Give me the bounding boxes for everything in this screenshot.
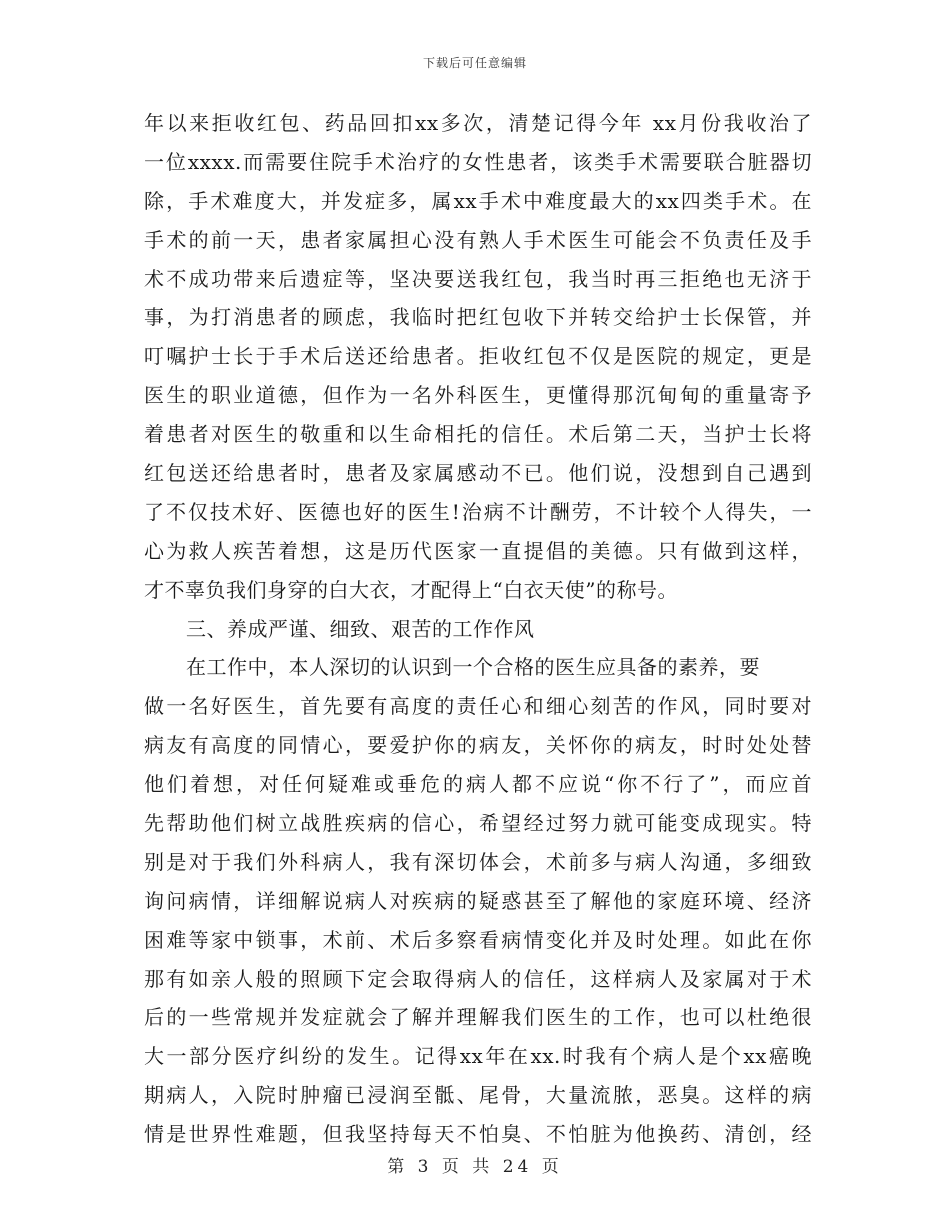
text-line: 病友有高度的同情心，要爱护你的病友，关怀你的病友，时时处处替 [144,733,812,758]
page-number: 第 3 页 共 24 页 [387,1157,563,1177]
text-line: 才不辜负我们身穿的白大衣，才配得上“白衣天使”的称号。 [144,577,678,602]
text-line: 手术的前一天，患者家属担心没有熟人手术医生可能会不负责任及手 [144,227,812,252]
text-line: 期病人，入院时肿瘤已浸润至骶、尾骨，大量流脓，恶臭。这样的病 [144,1083,812,1108]
text-line: 年以来拒收红包、药品回扣xx多次，清楚记得今年 xx月份我收治了 [144,111,812,135]
text-line: 了不仅技术好、医德也好的医生!治病不计酬劳，不计较个人得失，一 [144,499,812,524]
text-line: 情是世界性难题，但我坚持每天不怕臭、不怕脏为他换药、清创，经 [144,1122,812,1147]
text-line: 困难等家中锁事，术前、术后多察看病情变化并及时处理。如此在你 [144,927,812,952]
text-line: 在工作中，本人深切的认识到一个合格的医生应具备的素养，要 [186,655,760,680]
text-line: 询问病情，详细解说病人对疾病的疑惑甚至了解他的家庭环境、经济 [144,888,812,913]
section-heading: 三、养成严谨、细致、艰苦的工作作风 [186,616,535,641]
text-line: 红包送还给患者时，患者及家属感动不已。他们说，没想到自己遇到 [144,461,812,486]
text-line: 做一名好医生，首先要有高度的责任心和细心刻苦的作风，同时要对 [144,694,812,719]
text-line: 后的一些常规并发症就会了解并理解我们医生的工作，也可以杜绝很 [144,1005,812,1030]
text-line: 着患者对医生的敬重和以生命相托的信任。术后第二天，当护士长将 [144,422,812,447]
text-line: 除，手术难度大，并发症多，属xx手术中难度最大的xx四类手术。在 [144,188,812,213]
text-line: 术不成功带来后遗症等，坚决要送我红包，我当时再三拒绝也无济于 [144,266,812,291]
text-line: 事，为打消患者的顾虑，我临时把红包收下并转交给护士长保管，并 [144,305,812,330]
text-line: 大一部分医疗纠纷的发生。记得xx年在xx.时我有个病人是个xx癌晚 [144,1044,812,1069]
text-line: 一位xxxx.而需要住院手术治疗的女性患者，该类手术需要联合脏器切 [144,149,812,174]
text-line: 别是对于我们外科病人，我有深切体会，术前多与病人沟通，多细致 [144,849,812,874]
text-line: 那有如亲人般的照顾下定会取得病人的信任，这样病人及家属对于术 [144,966,812,991]
document-body [144,104,812,1154]
text-line: 医生的职业道德，但作为一名外科医生，更懂得那沉甸甸的重量寄予 [144,383,812,408]
page-header: 下载后可任意编辑 [422,56,527,70]
text-line: 心为救人疾苦着想，这是历代医家一直提倡的美德。只有做到这样， [144,538,812,563]
text-line: 叮嘱护士长于手术后送还给患者。拒收红包不仅是医院的规定，更是 [144,344,812,369]
text-line: 他们着想，对任何疑难或垂危的病人都不应说“你不行了”，而应首 [144,772,812,797]
text-line: 先帮助他们树立战胜疾病的信心，希望经过努力就可能变成现实。特 [144,811,812,836]
